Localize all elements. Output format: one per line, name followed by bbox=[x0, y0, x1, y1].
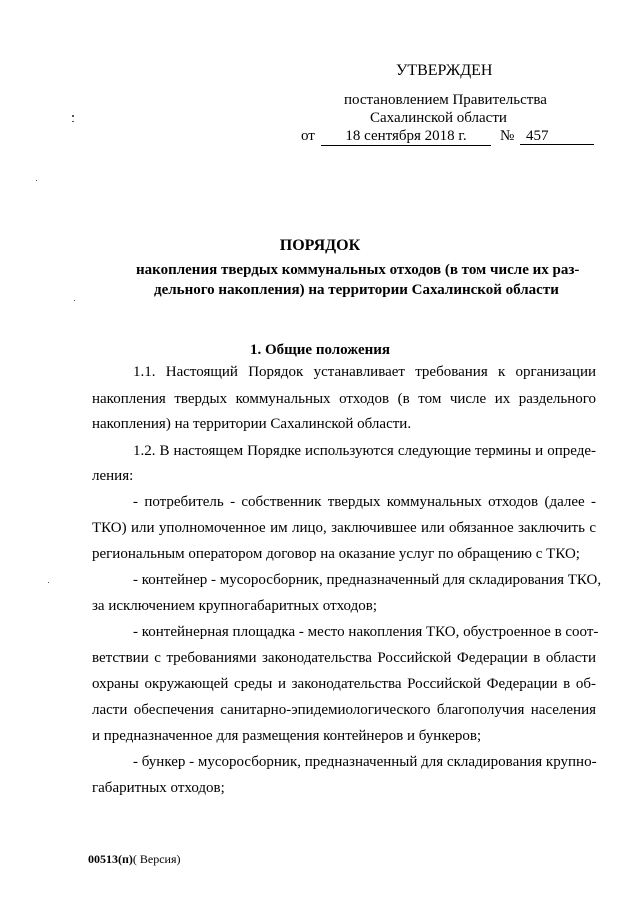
scan-speck bbox=[72, 121, 74, 122]
approval-number-label: № bbox=[500, 128, 515, 144]
body-line: ТКО) или уполномоченное им лицо, заключившее или обязанное заключить с bbox=[92, 520, 596, 536]
document-footer bbox=[88, 852, 181, 867]
body-line: - бункер - мусоросборник, предназначенный для складирования крупно- bbox=[133, 754, 597, 770]
scan-speck bbox=[72, 115, 74, 117]
body-line: накопления) на территории Сахалинской области. bbox=[92, 416, 412, 432]
body-line: 1.1. Настоящий Порядок устанавливает требования к организации bbox=[133, 364, 596, 380]
footer-code: 00513(п) bbox=[88, 852, 133, 866]
scan-speck bbox=[74, 300, 75, 301]
body-line: - контейнерная площадка - место накопления ТКО, обустроенное в соот- bbox=[133, 624, 599, 640]
approval-heading: УТВЕРЖДЕН bbox=[396, 62, 493, 79]
scan-speck bbox=[36, 180, 37, 181]
approval-date: 18 сентября 2018 г. bbox=[321, 128, 491, 146]
document-subtitle-line: накопления твердых коммунальных отходов (в том числе их раз- bbox=[136, 262, 580, 278]
body-line: ления: bbox=[92, 468, 134, 484]
body-line: и предназначенное для размещения контейнеров и бункеров; bbox=[92, 728, 482, 744]
document-title: ПОРЯДОК bbox=[279, 237, 361, 254]
footer-version: ( Версия) bbox=[132, 852, 181, 866]
approval-decree: постановлением Правительства bbox=[344, 92, 547, 108]
body-line: - потребитель - собственник твердых коммунальных отходов (далее - bbox=[133, 494, 596, 510]
body-line: ласти обеспечения санитарно-эпидемиологического благополучия населения bbox=[92, 702, 596, 718]
body-line: за исключением крупногабаритных отходов; bbox=[92, 598, 377, 614]
scan-speck bbox=[48, 582, 49, 583]
approval-number: 457 bbox=[520, 128, 594, 145]
body-line: накопления твердых коммунальных отходов (в том числе их раздельного bbox=[92, 391, 596, 407]
document-subtitle-line: дельного накопления) на территории Сахалинской области bbox=[154, 282, 559, 298]
body-line: 1.2. В настоящем Порядке используются следующие термины и опреде- bbox=[133, 443, 596, 459]
body-line: ветствии с требованиями законодательства Российской Федерации в области bbox=[92, 650, 596, 666]
approval-region: Сахалинской области bbox=[370, 110, 507, 126]
body-line: региональным оператором договор на оказание услуг по обращению с ТКО; bbox=[92, 546, 580, 562]
body-line: охраны окружающей среды и законодательства Российской Федерации в об- bbox=[92, 676, 596, 692]
body-line: габаритных отходов; bbox=[92, 780, 225, 796]
section-title: 1. Общие положения bbox=[249, 342, 391, 358]
body-line: - контейнер - мусоросборник, предназначенный для складирования ТКО, bbox=[133, 572, 602, 588]
approval-from-label: от bbox=[301, 128, 315, 144]
